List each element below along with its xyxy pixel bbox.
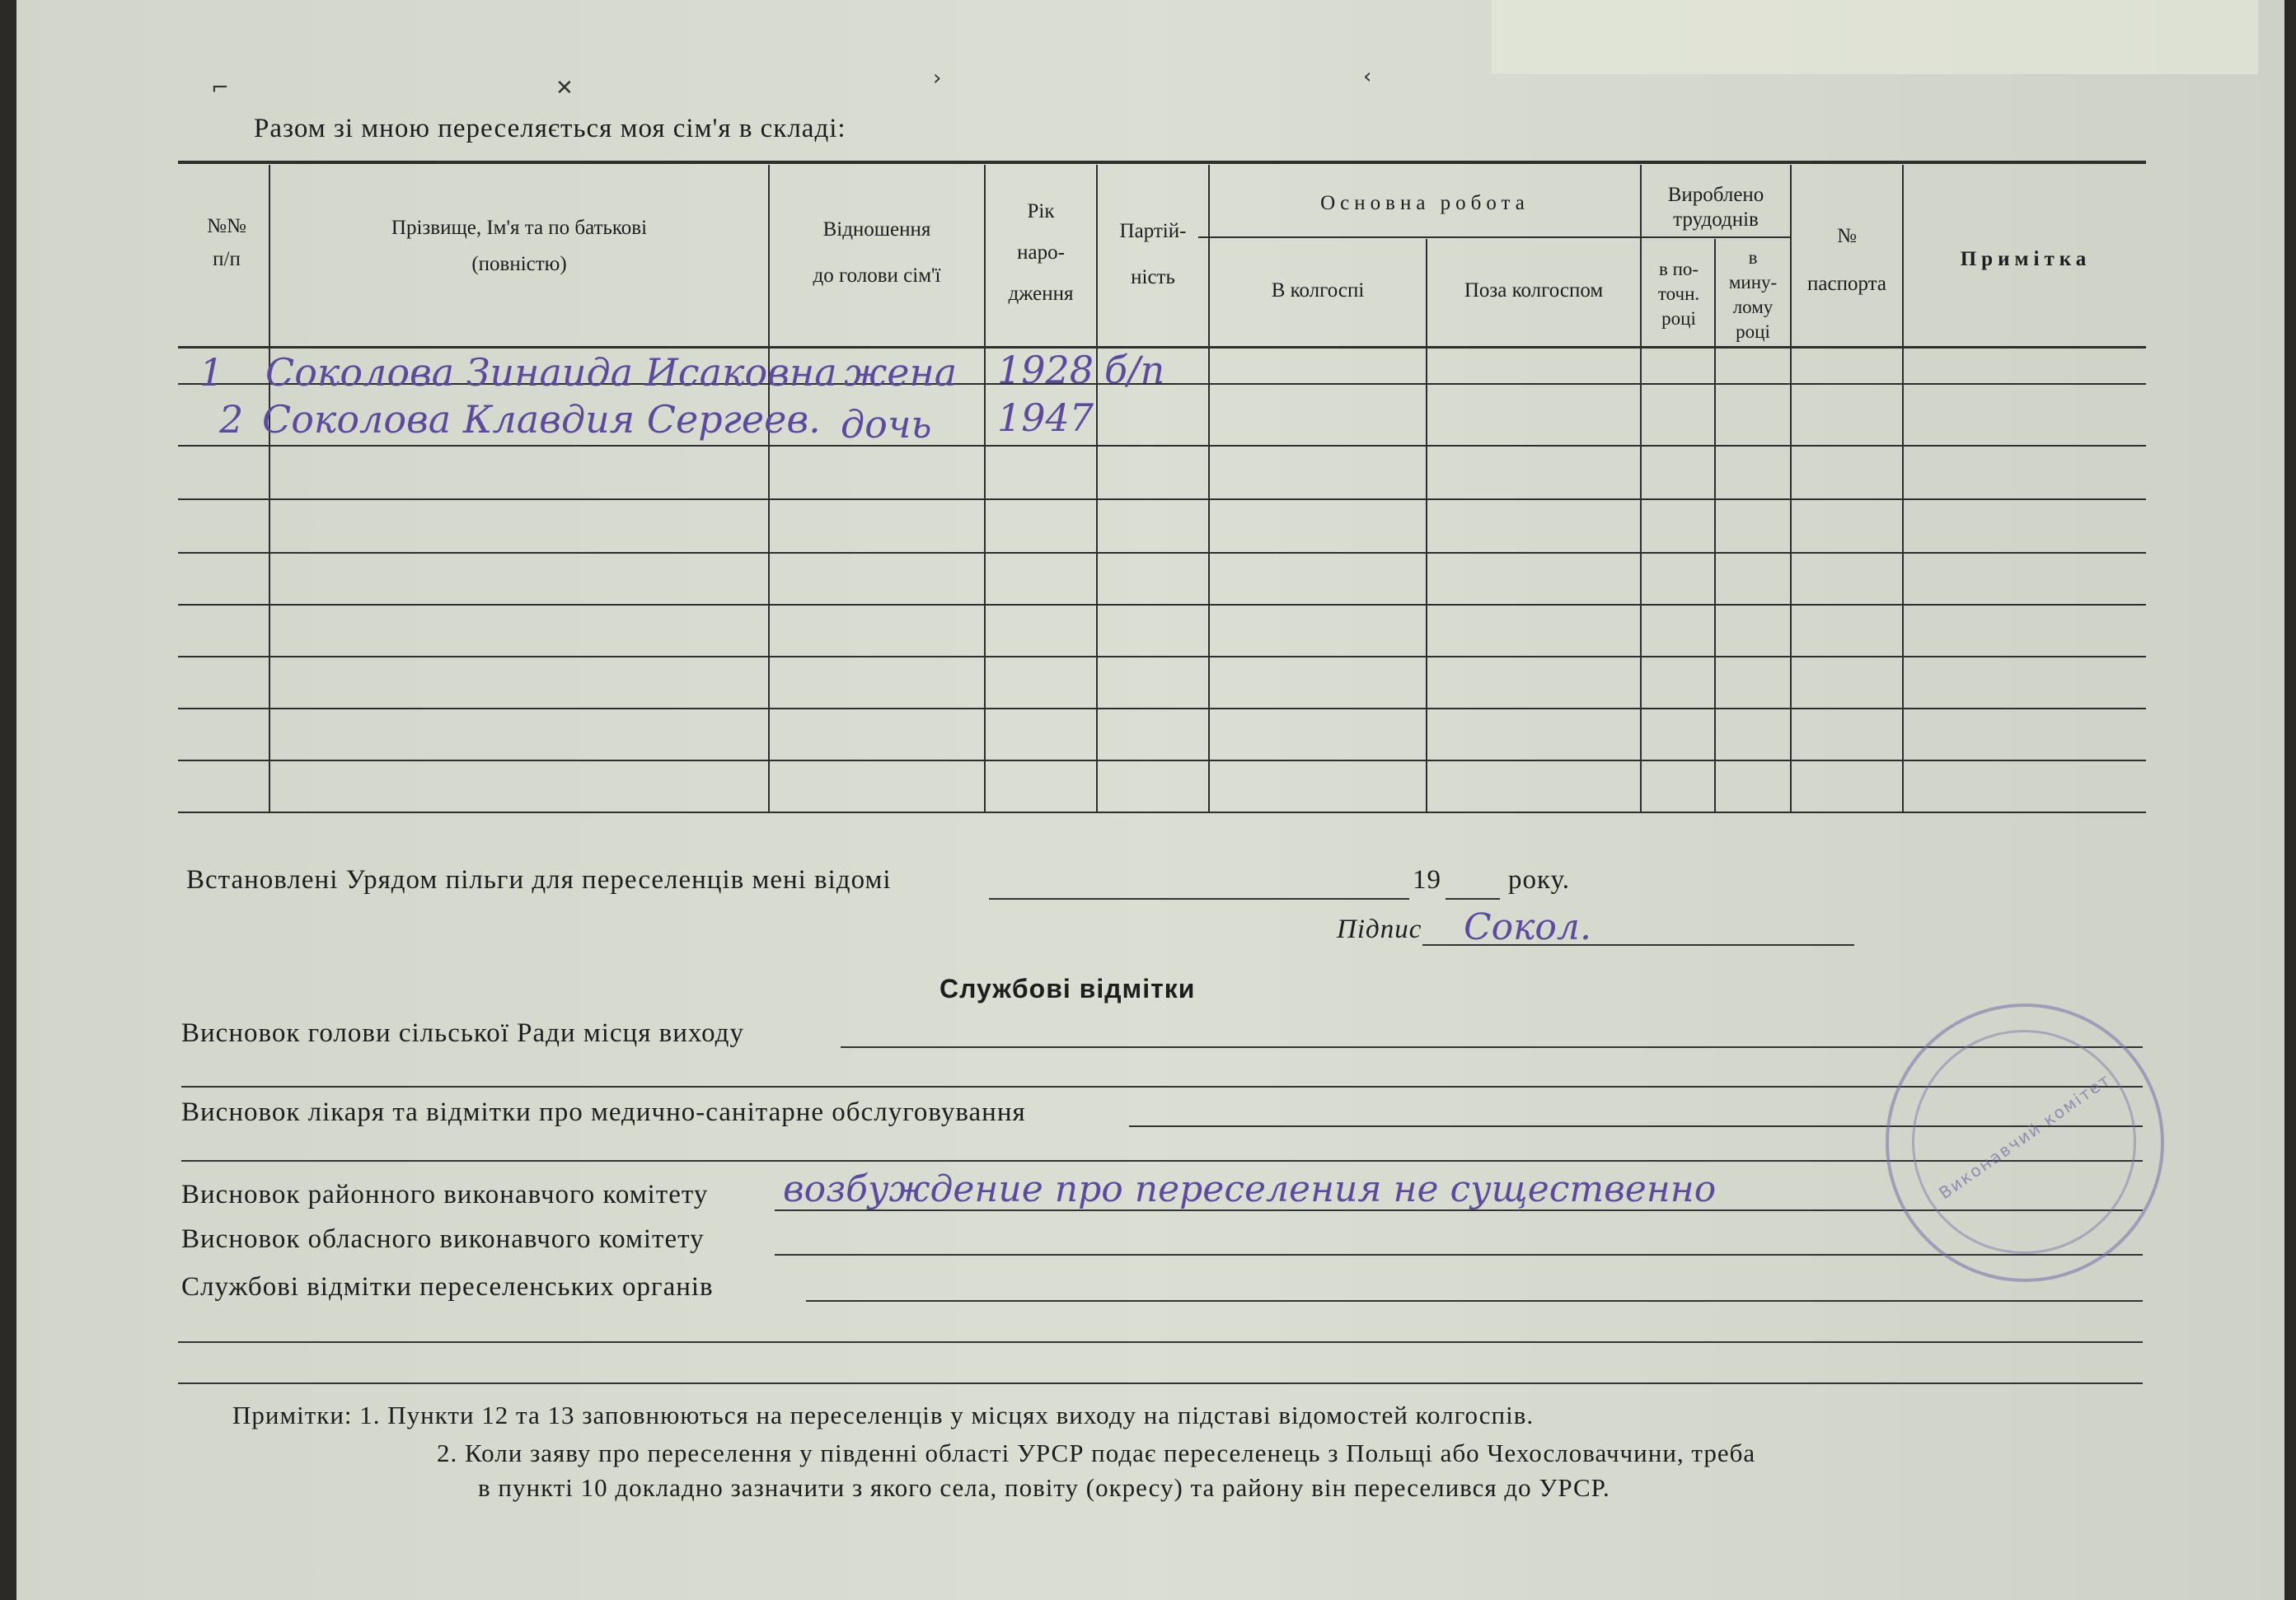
col-header-name: Прізвище, Ім'я та по батькові bbox=[391, 217, 648, 239]
district-committee-conclusion: возбуждение про переселения не существенно bbox=[783, 1168, 1717, 1210]
col-header-previous-year-4: році bbox=[1736, 321, 1770, 342]
col-header-outside-kolkhoz: Поза колгоспом bbox=[1464, 279, 1604, 302]
table-row-relation: дочь bbox=[841, 402, 932, 447]
table-row-party: б/п bbox=[1104, 348, 1165, 392]
notes-line-3: в пункті 10 докладно зазначити з якого села, повіту (окресу) та району він переселився до УРСР. bbox=[478, 1473, 1610, 1502]
col-header-number-sub: п/п bbox=[213, 248, 241, 270]
col-header-year: Рік bbox=[1027, 200, 1055, 222]
service-row-label: Службові відмітки переселенських органів bbox=[181, 1272, 714, 1302]
document-page bbox=[16, 0, 2284, 1600]
col-header-party-sub: ність bbox=[1131, 266, 1175, 288]
notes-line-1: Примітки: 1. Пункти 12 та 13 заповнюються на переселенців у місцях виходу на підставі відомостей колгоспів. bbox=[232, 1401, 1535, 1429]
table-row-relation: жена bbox=[844, 350, 958, 395]
stamp-text: Виконавчий комітет bbox=[1935, 1069, 2115, 1204]
col-header-passport-sub: паспорта bbox=[1807, 273, 1886, 295]
col-header-workdays: Вироблено bbox=[1667, 184, 1764, 206]
col-header-year-sub: наро- bbox=[1017, 241, 1065, 264]
col-header-relation: Відношення bbox=[822, 218, 931, 241]
punch-hole-mark: › bbox=[933, 66, 942, 91]
benefits-year-suffix: року. bbox=[1508, 865, 1571, 895]
table-row-year: 1928 bbox=[997, 348, 1094, 392]
punch-hole-mark: ⌐ bbox=[211, 76, 229, 101]
col-header-in-kolkhoz: В колгоспі bbox=[1271, 279, 1365, 302]
col-header-name-sub: (повністю) bbox=[471, 253, 567, 275]
service-row-label: Висновок голови сільської Ради місця виходу bbox=[181, 1018, 744, 1048]
col-header-previous-year-2: мину- bbox=[1728, 272, 1778, 292]
col-header-number: №№ bbox=[207, 215, 246, 237]
service-marks-title: Службові відмітки bbox=[939, 974, 1196, 1004]
table-row-number: 1 bbox=[199, 350, 224, 395]
col-header-note: Примітка bbox=[1960, 248, 2092, 270]
punch-hole-mark: ✕ bbox=[555, 76, 574, 101]
benefits-statement: Встановлені Урядом пільги для переселенців мені відомі bbox=[186, 865, 892, 895]
col-header-current-year-2: точн. bbox=[1657, 283, 1700, 304]
col-header-passport: № bbox=[1837, 225, 1857, 247]
table-row-number: 2 bbox=[219, 397, 244, 442]
table-row-name: Соколова Зинаида Исаковна bbox=[265, 350, 837, 395]
col-header-previous-year: в bbox=[1748, 247, 1758, 268]
col-header-party: Партій- bbox=[1119, 220, 1187, 242]
col-header-current-year: в по- bbox=[1658, 259, 1699, 279]
table-row-year: 1947 bbox=[997, 395, 1094, 440]
col-header-workdays-sub: трудоднів bbox=[1673, 208, 1759, 231]
table-row-name: Соколова Клавдия Сергеев. bbox=[262, 397, 821, 442]
col-header-current-year-3: році bbox=[1661, 308, 1696, 329]
signature-handwritten: Сокол. bbox=[1464, 906, 1591, 948]
col-header-main-work: Основна робота bbox=[1320, 192, 1530, 214]
punch-hole-mark: ‹ bbox=[1363, 64, 1372, 89]
benefits-year-prefix: 19 bbox=[1413, 865, 1441, 895]
notes-line-2: 2. Коли заяву про переселення у південні області УРСР подає переселенець з Польщі або Чехословаччини, треба bbox=[437, 1439, 1756, 1467]
tape-strip bbox=[1492, 0, 2258, 75]
family-intro: Разом зі мною переселяється моя сім'я в складі: bbox=[254, 114, 846, 143]
signature-label: Підпис bbox=[1337, 915, 1422, 944]
service-row-label: Висновок лікаря та відмітки про медично-санітарне обслуговування bbox=[181, 1097, 1026, 1127]
col-header-previous-year-3: лому bbox=[1732, 297, 1774, 317]
round-stamp bbox=[1886, 1004, 2164, 1282]
service-row-label: Висновок обласного виконавчого комітету bbox=[181, 1224, 705, 1254]
col-header-year-sub2: дження bbox=[1008, 283, 1074, 305]
service-row-label: Висновок районного виконавчого комітету bbox=[181, 1180, 709, 1209]
col-header-relation-sub: до голови сім'ї bbox=[813, 264, 941, 287]
